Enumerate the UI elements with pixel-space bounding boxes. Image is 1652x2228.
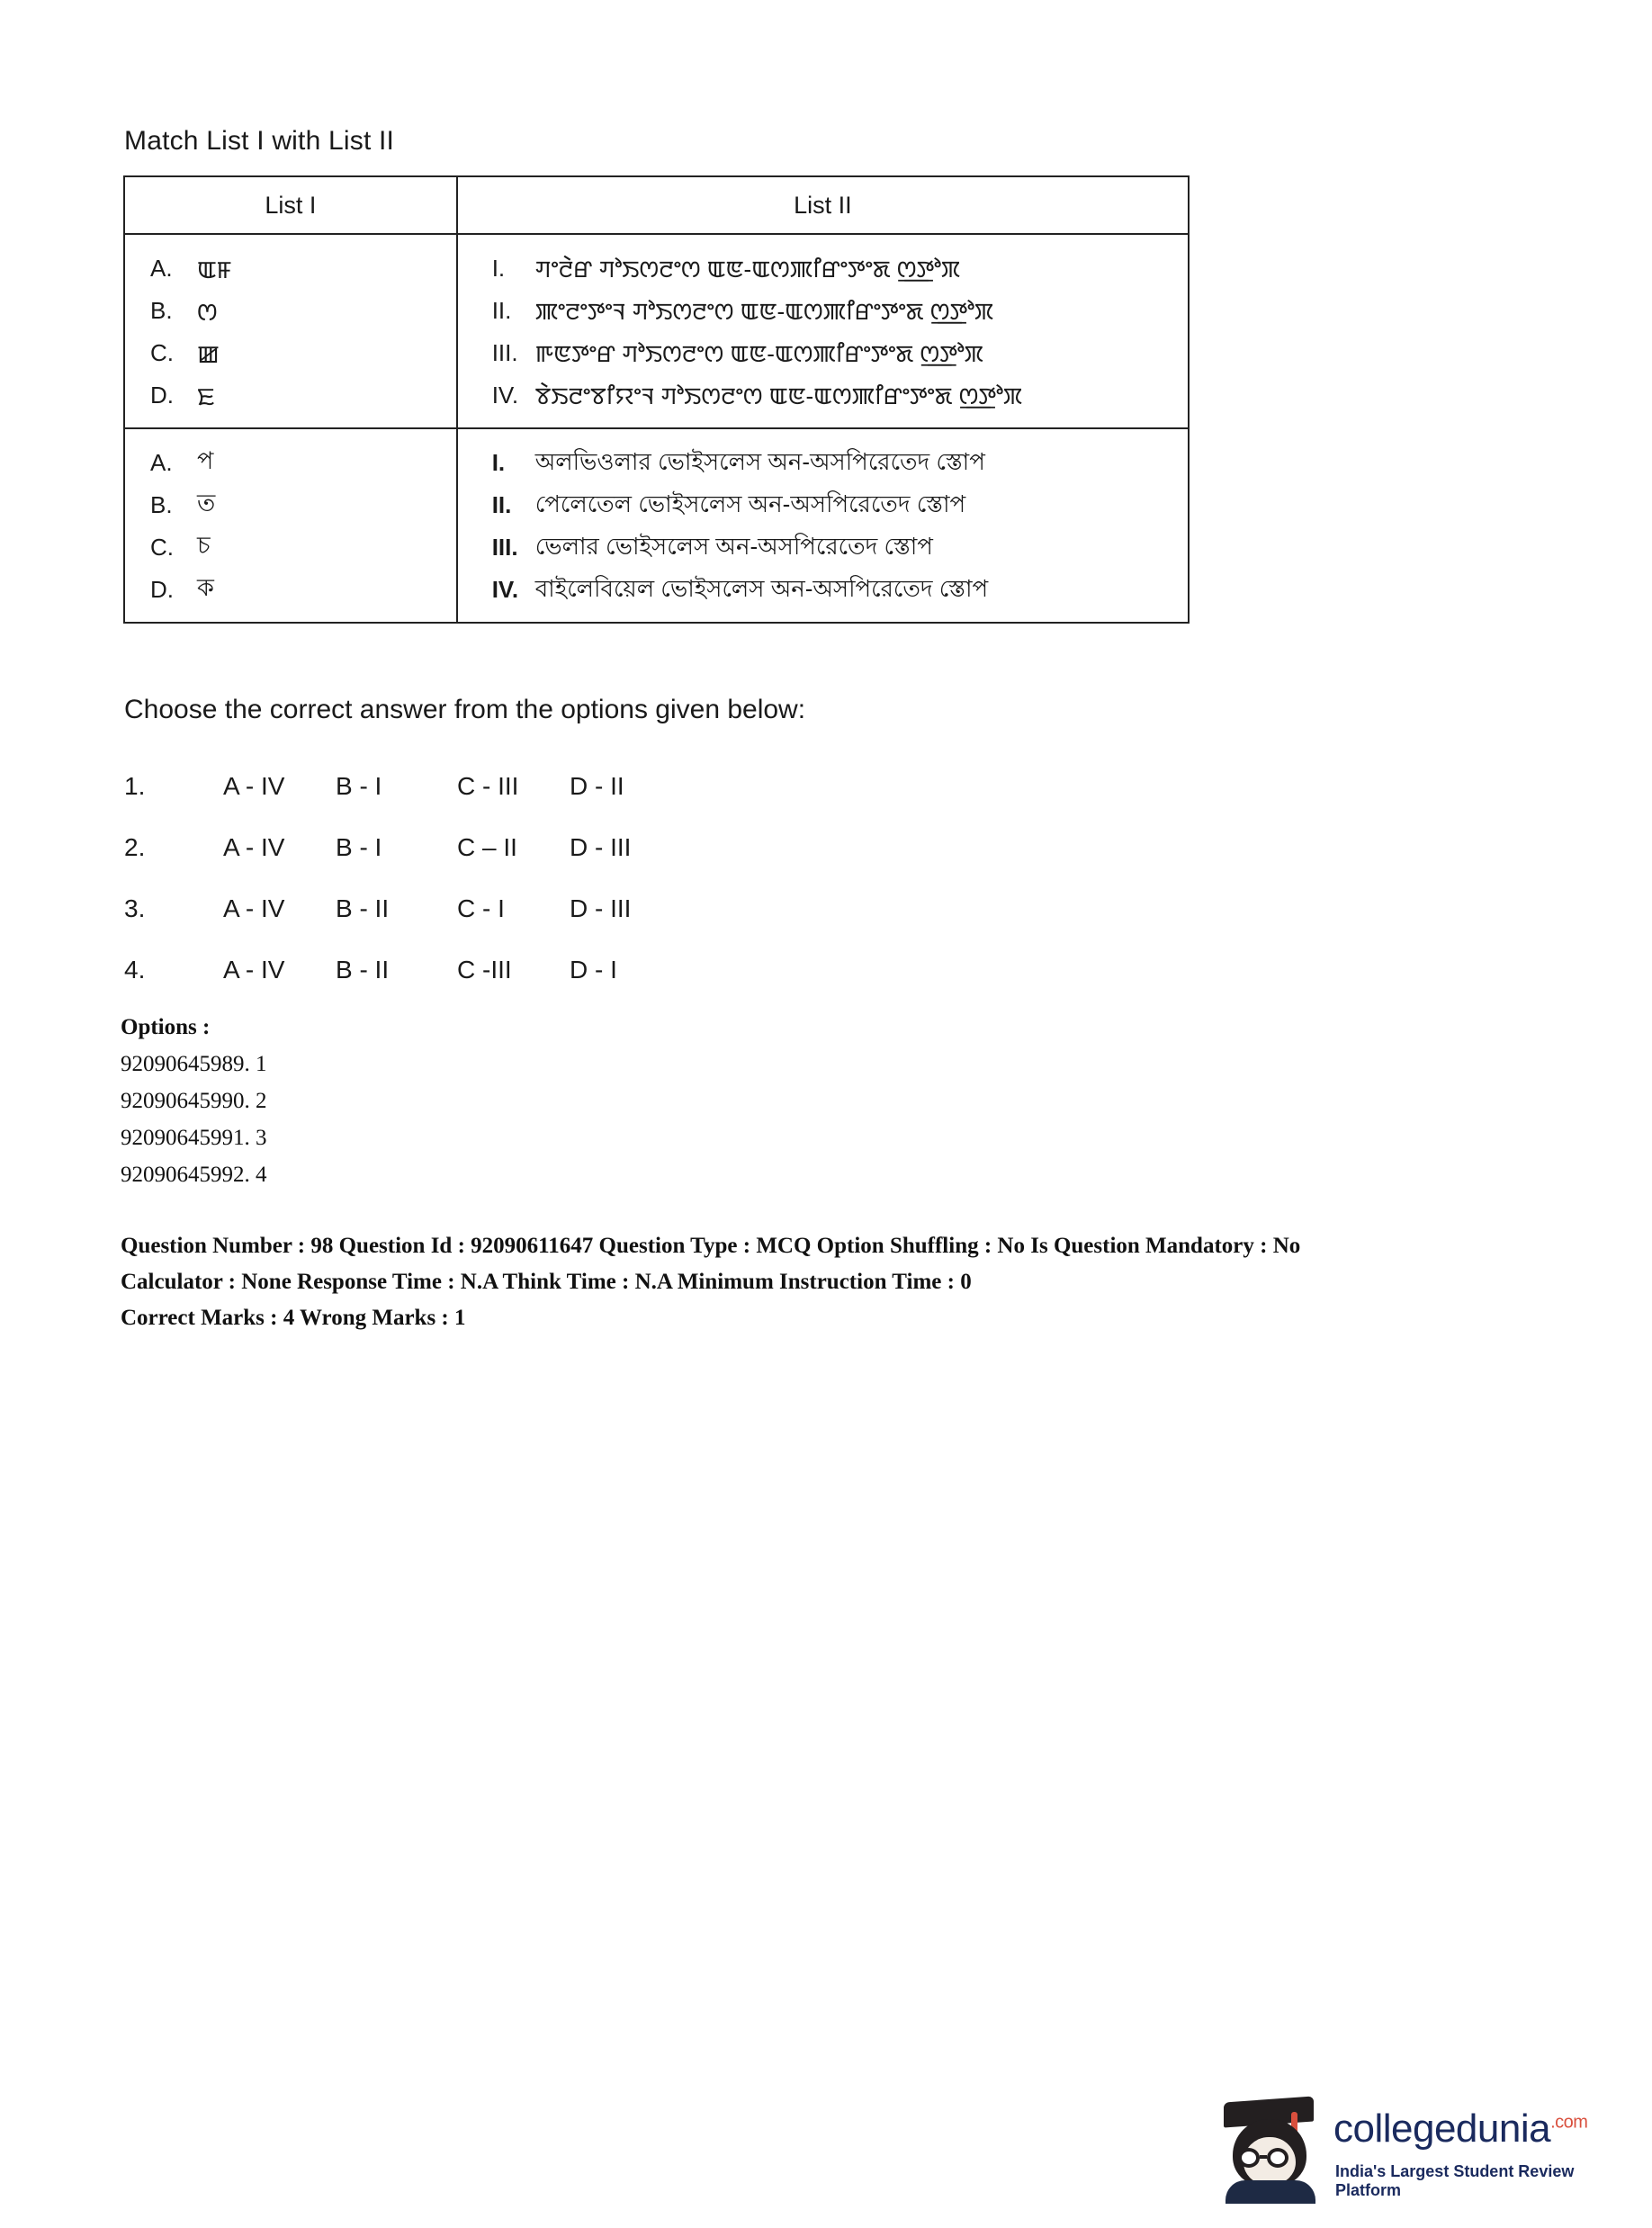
row-glyph: ꯐ — [197, 382, 215, 410]
row-text: ভেলার ভোইসলেস অন-অসপিরেতেদ স্তোপ — [534, 532, 933, 560]
metadata-line-2: Calculator : None Response Time : N.A Think Time : N.A Minimum Instruction Time : 0 — [121, 1270, 972, 1294]
option-pair-d: D - I — [570, 956, 617, 984]
column-header-list-i: List I — [124, 176, 457, 234]
option-pair-a: A - IV — [223, 956, 285, 984]
brand-tagline: India's Largest Student Review Platform — [1335, 2162, 1575, 2199]
row-label: C. — [150, 534, 174, 561]
answer-option-2[interactable] — [124, 817, 934, 878]
row-glyph: ক — [197, 574, 214, 601]
table-row — [458, 442, 1188, 484]
table-row — [458, 290, 1188, 332]
row-numeral: IV. — [491, 576, 519, 603]
answer-option-4[interactable] — [124, 939, 934, 1001]
row-numeral: II. — [491, 491, 512, 518]
option-pair-d: D - III — [570, 894, 632, 922]
row-text: ꯒꯟꯇꯦꯔ ꯚꯣꯏꯁꯂꯦꯁ ꯑꯟ-ꯑꯁꯄꯤꯔꯦꯇꯦꯗ ꯁ꯭ꯇꯣꯞ — [534, 339, 983, 367]
row-text: ꯄꯦꯂꯦꯇꯦꯜ ꯚꯣꯏꯁꯂꯦꯁ ꯑꯟ-ꯑꯁꯄꯤꯔꯦꯇꯦꯗ ꯁ꯭ꯇꯣꯞ — [534, 297, 994, 325]
answer-option-1[interactable] — [124, 756, 934, 817]
table-row — [125, 332, 456, 374]
row-text: অলভিওলার ভোইসলেস অন-অসপিরেতেদ স্তোপ — [534, 447, 985, 475]
option-number: 3. — [124, 894, 146, 922]
table-block-1 — [124, 234, 1189, 428]
row-glyph: ꯁ — [197, 298, 218, 326]
brand-tld: .com — [1550, 2112, 1588, 2133]
column-header-list-ii: List II — [457, 176, 1189, 234]
row-glyph: ত — [197, 490, 216, 517]
row-label: B. — [150, 297, 173, 324]
table-row — [458, 374, 1188, 417]
mascot-icon — [1217, 2098, 1323, 2197]
block2-list-i-cell — [124, 428, 457, 623]
row-glyph: চ — [197, 532, 211, 559]
option-number: 4. — [124, 956, 146, 984]
answer-options-list — [124, 756, 934, 1001]
option-id-line: 92090645989. 1 — [121, 1052, 267, 1076]
block1-list-ii-cell — [457, 234, 1189, 428]
option-pair-a: A - IV — [223, 833, 285, 861]
row-glyph: প — [197, 447, 214, 474]
option-id-line: 92090645991. 3 — [121, 1126, 267, 1150]
option-pair-a: A - IV — [223, 894, 285, 922]
option-number: 1. — [124, 772, 146, 800]
options-id-block — [121, 1015, 267, 1193]
brand-name — [1333, 2107, 1587, 2152]
row-numeral: III. — [491, 534, 518, 561]
option-pair-d: D - III — [570, 833, 632, 861]
option-pair-b: B - I — [336, 772, 382, 800]
row-label: D. — [150, 576, 174, 603]
option-pair-c: C - I — [457, 894, 505, 922]
table-row — [125, 374, 456, 417]
table-row — [125, 569, 456, 611]
table-row — [458, 569, 1188, 611]
block1-list-i-cell — [124, 234, 457, 428]
table-header-row — [124, 176, 1189, 234]
option-number: 2. — [124, 833, 146, 861]
choose-instruction: Choose the correct answer from the options given below: — [124, 695, 806, 724]
block2-list-ii-cell — [457, 428, 1189, 623]
table-row — [458, 247, 1188, 290]
row-numeral: I. — [491, 449, 506, 476]
option-pair-d: D - II — [570, 772, 624, 800]
table-row — [125, 290, 456, 332]
answer-option-3[interactable] — [124, 878, 934, 939]
option-pair-c: C – II — [457, 833, 517, 861]
match-list-table — [123, 175, 1190, 624]
option-pair-b: B - II — [336, 894, 390, 922]
table-row — [125, 526, 456, 569]
row-text: ꯚꯦꯂꯥꯔ ꯚꯣꯏꯁꯂꯦꯁ ꯑꯟ-ꯑꯁꯄꯤꯔꯦꯇꯦꯗ ꯁ꯭ꯇꯣꯞ — [534, 255, 961, 283]
metadata-line-1: Question Number : 98 Question Id : 92090611647 Question Type : MCQ Option Shuffling : No Is Question Mandatory : No — [121, 1234, 1301, 1258]
glasses-left-icon — [1238, 2148, 1260, 2168]
table-row — [125, 484, 456, 526]
brand-word: collegedunia — [1333, 2107, 1551, 2151]
row-glyph: ꯑꯝ — [197, 256, 232, 283]
page-title: Match List I with List II — [124, 126, 395, 156]
row-label: A. — [150, 255, 173, 282]
table-block-2 — [124, 428, 1189, 623]
row-label: C. — [150, 339, 174, 366]
row-numeral: I. — [491, 255, 506, 282]
option-id-line: 92090645992. 4 — [121, 1163, 267, 1187]
row-label: A. — [150, 449, 173, 476]
table-row — [458, 484, 1188, 526]
option-pair-c: C -III — [457, 956, 512, 984]
option-pair-c: C - III — [457, 772, 519, 800]
row-glyph: ꯀ — [197, 340, 220, 368]
metadata-line-3: Correct Marks : 4 Wrong Marks : 1 — [121, 1306, 466, 1330]
footer-logo — [1217, 2092, 1594, 2200]
question-metadata — [121, 1228, 1488, 1336]
table-row — [458, 526, 1188, 569]
row-label: D. — [150, 382, 174, 409]
table-row — [125, 247, 456, 290]
row-numeral: II. — [491, 297, 512, 324]
row-numeral: III. — [491, 339, 518, 366]
row-text: বাইলেবিয়েল ভোইসলেস অন-অসপিরেতেদ স্তোপ — [534, 574, 989, 602]
glasses-right-icon — [1267, 2148, 1288, 2168]
table-row — [458, 332, 1188, 374]
row-label: B. — [150, 491, 173, 518]
glasses-bridge-icon — [1260, 2155, 1267, 2159]
option-id-line: 92090645990. 2 — [121, 1089, 267, 1113]
mascot-body — [1226, 2180, 1315, 2204]
table-row — [125, 442, 456, 484]
option-pair-a: A - IV — [223, 772, 285, 800]
row-text: পেলেতেল ভোইসলেস অন-অসপিরেতেদ স্তোপ — [534, 490, 966, 517]
options-title: Options : — [121, 1015, 211, 1039]
option-pair-b: B - I — [336, 833, 382, 861]
row-numeral: IV. — [491, 382, 519, 409]
option-pair-b: B - II — [336, 956, 390, 984]
row-text: ꯕꯥꯏꯂꯦꯕꯤꯌꯦꯜ ꯚꯣꯏꯁꯂꯦꯁ ꯑꯟ-ꯑꯁꯄꯤꯔꯦꯇꯦꯗ ꯁ꯭ꯇꯣꯞ — [534, 382, 1023, 409]
